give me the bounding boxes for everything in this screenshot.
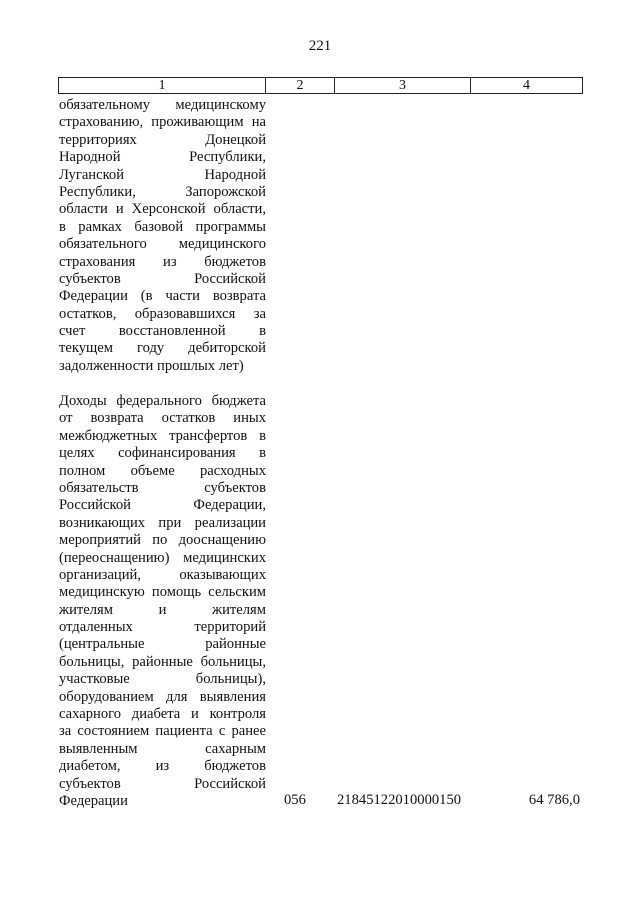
description-line: за состоянием пациента с ранее [59,723,266,740]
description-line: межбюджетных трансфертов в [59,427,266,444]
description-line: (центральные районные [59,636,266,653]
header-col-3: 3 [335,78,471,93]
table-header-row [58,77,583,94]
description-line: Народной Республики, [59,149,266,166]
row2-admin-code: 056 [284,792,306,808]
description-line: Луганской Народной [59,166,266,183]
description-line: сахарного диабета и контроля [59,706,266,723]
description-line: от возврата остатков иных [59,410,266,427]
header-col-2: 2 [266,78,335,93]
description-line: возникающих при реализации [59,514,266,531]
description-line: Доходы федерального бюджета [59,393,266,409]
description-line: выявленным сахарным [59,740,266,757]
description-line: текущем году дебиторской [59,340,266,357]
description-line: задолженности прошлых лет) [59,357,244,374]
description-line: участковые больницы), [59,671,266,688]
header-col-1: 1 [59,78,266,93]
description-line: (переоснащению) медицинских [59,549,266,566]
description-line: отдаленных территорий [59,619,266,636]
description-line: обязательств субъектов [59,479,266,496]
description-line: обязательному медицинскому [59,97,266,113]
description-line: жителям и жителям [59,601,266,618]
description-line: Федерации (в части возврата [59,288,266,305]
description-line: организаций, оказывающих [59,566,266,583]
page-number: 221 [308,38,332,54]
description-line: больницы, районные больницы, [59,653,266,670]
description-line: страхования из бюджетов [59,253,266,270]
row2-description [59,393,266,810]
description-line: диабетом, из бюджетов [59,758,266,775]
description-line: области и Херсонской области, [59,201,266,218]
row1-description [59,97,266,375]
description-line: целях софинансирования в [59,445,266,462]
description-line: обязательного медицинского [59,236,266,253]
description-line: оборудованием для выявления [59,688,266,705]
description-line: субъектов Российской [59,775,266,792]
description-line: в рамках базовой программы [59,218,266,235]
description-line: Федерации [59,792,128,809]
description-line: субъектов Российской [59,270,266,287]
description-line: страхованию, проживающим на [59,114,266,131]
description-line: остатков, образовавшихся за [59,305,266,322]
row2-kbk-code: 21845122010000150 [337,792,462,808]
description-line: Республики, Запорожской [59,183,266,200]
description-line: мероприятий по дооснащению [59,532,266,549]
header-col-4: 4 [523,78,530,93]
description-line: территориях Донецкой [59,131,266,148]
description-line: медицинскую помощь сельским [59,584,266,601]
description-line: Российской Федерации, [59,497,266,514]
row2-amount: 64 786,0 [528,792,580,808]
description-line: счет восстановленной в [59,323,266,340]
description-line: полном объеме расходных [59,462,266,479]
